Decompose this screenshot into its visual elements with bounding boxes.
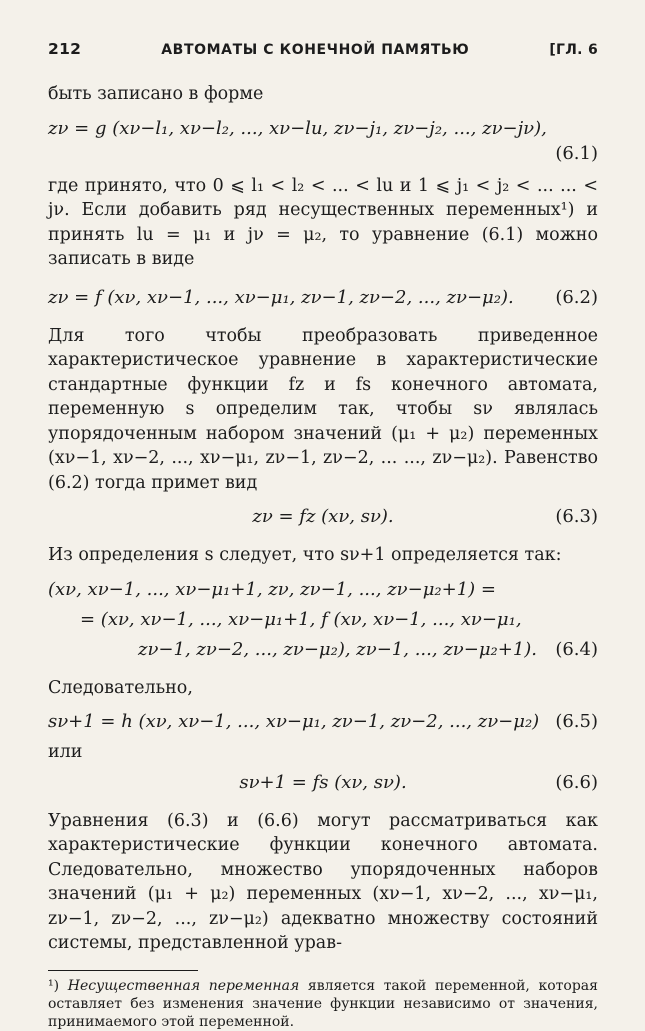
- footnote: [48, 977, 598, 1031]
- equation-6-4-line-3-text: zν−1, zν−2, ..., zν−μ₂), zν−1, ..., zν−μ₂+1).: [138, 638, 538, 660]
- equation-6-4-line-1: (xν, xν−1, ..., xν−μ₁+1, zν, zν−1, ..., zν−μ₂+1) =: [48, 578, 496, 600]
- paragraph-3: Для того чтобы преобразовать приведенное характеристическое уравнение в характеристические стандартные функции fz и fs конечного автомата, переменную s определим так, чтобы sν являлась упорядоченным набором значений (μ₁ + μ₂) переменных (xν−1, xν−2, ..., xν−μ₁, zν−1, zν−2, ... ..., zν−μ₂). Равенство (6.2) тогда примет вид: [48, 325, 598, 493]
- footnote-text: является такой переменной, которая оставляет без изменения значение функции независимо от значения, принимаемого этой переменной.: [48, 977, 598, 1030]
- paragraph-2: где принято, что 0 ⩽ l₁ < l₂ < ... < lu и 1 ⩽ j₁ < j₂ < ... ... < jν. Если добавить ряд несущественных переменных¹) и принять lu = μ₁ и jν = μ₂, то уравнение (6.1) можно записать в виде: [48, 175, 598, 269]
- equation-6-6-number: (6.6): [555, 771, 598, 793]
- paragraph-1: быть записано в форме: [48, 84, 264, 104]
- equation-6-1: [48, 117, 598, 141]
- equation-6-3-text: zν = fz (xν, sν).: [252, 506, 394, 527]
- chapter-label: [ГЛ. 6: [549, 42, 598, 58]
- page-number: 212: [48, 40, 82, 58]
- footnote-marker: ¹): [48, 977, 60, 994]
- footnote-divider: [48, 970, 198, 971]
- equation-6-6: [48, 771, 598, 795]
- equation-6-5: [48, 710, 598, 734]
- equation-6-5-text: sν+1 = h (xν, xν−1, ..., xν−μ₁, zν−1, zν−2, ..., zν−μ₂): [48, 711, 540, 732]
- equation-6-1-text: zν = g (xν−l₁, xν−l₂, ..., xν−lu, zν−j₁, zν−j₂, ..., zν−jν),: [48, 117, 547, 139]
- equation-6-4-line-3: [48, 638, 598, 662]
- equation-6-3: [48, 505, 598, 529]
- running-title: АВТОМАТЫ С КОНЕЧНОЙ ПАМЯТЬЮ: [161, 42, 470, 58]
- equation-6-2-number: (6.2): [555, 286, 598, 308]
- book-page: [48, 40, 598, 1031]
- equation-6-3-number: (6.3): [555, 506, 598, 527]
- equation-6-6-text: sν+1 = fs (xν, sν).: [239, 771, 407, 793]
- equation-6-2-text: zν = f (xν, xν−1, ..., xν−μ₁, zν−1, zν−2, ..., zν−μ₂).: [48, 286, 514, 308]
- paragraph-7: Уравнения (6.3) и (6.6) могут рассматриваться как характеристические функции конечного автомата. Следовательно, множество упорядоченных наборов значений (μ₁ + μ₂) переменных (xν−1, xν−2, ..., xν−μ₁, zν−1, zν−2, ..., zν−μ₂) адекватно множеству состояний системы, представленной урав-: [48, 810, 598, 953]
- equation-6-5-number: (6.5): [555, 711, 598, 732]
- paragraph-6: или: [48, 742, 83, 762]
- footnote-term: Несущественная переменная: [67, 977, 300, 994]
- equation-6-1-number: (6.1): [555, 142, 598, 164]
- paragraph-4: Из определения s следует, что sν+1 определяется так:: [48, 545, 562, 565]
- page-header: [48, 40, 598, 58]
- paragraph-5: Следовательно,: [48, 677, 193, 698]
- equation-6-4-line-2: = (xν, xν−1, ..., xν−μ₁+1, f (xν, xν−1, ..., xν−μ₁,: [80, 608, 522, 630]
- equation-6-2: [48, 286, 598, 310]
- equation-6-4-number: (6.4): [555, 638, 598, 660]
